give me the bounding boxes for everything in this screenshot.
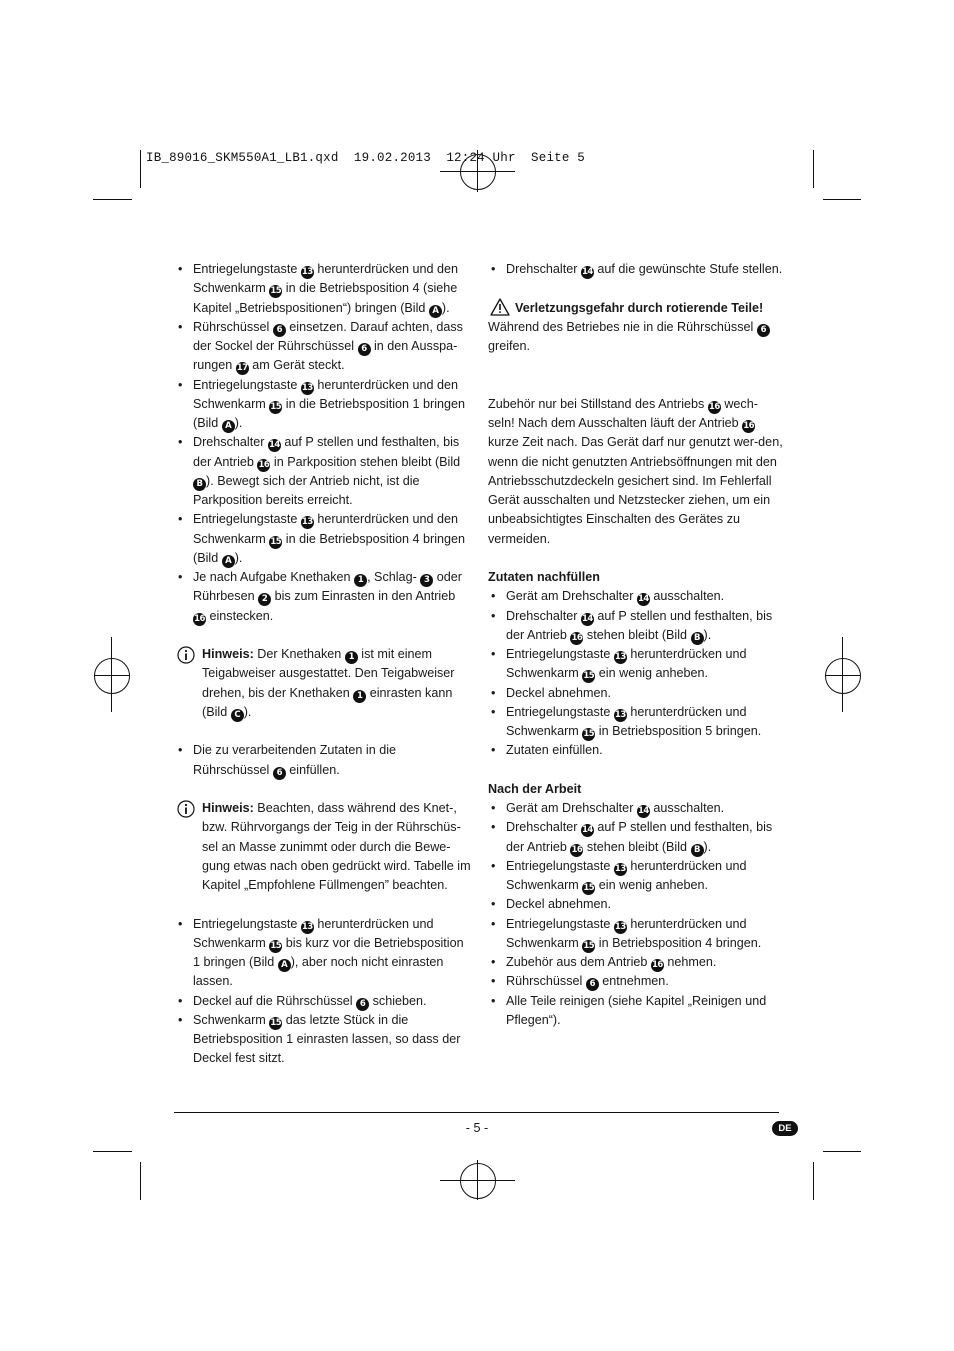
reference-number-badge: 14 [637,594,649,605]
left-column [175,260,471,1069]
reference-number-badge: 16 [571,632,583,643]
reference-number-badge: 16 [194,613,205,624]
reference-number-badge: 16 [708,401,720,412]
reference-number-badge: 15 [583,883,595,893]
warning-title [488,299,784,318]
reference-number-badge: B [193,478,206,491]
crop-mark [823,199,861,200]
reference-number-badge: 14 [637,806,649,816]
reference-number-badge: A [278,959,291,972]
hinweis-note-2 [175,799,471,895]
section-heading-after-work: Nach der Arbeit [488,781,582,796]
list-item: • Entriegelungstaste 13 herunterdrücken und Schwenkarm 15 in Betriebsposition 4 bringen. [488,915,784,954]
crop-mark [93,199,132,200]
note-label: Hinweis: [202,801,254,815]
crop-mark [93,1151,132,1152]
list-item: • Drehschalter 14 auf P stellen und festhalten, bis der Antrieb 16 stehen bleibt (Bild B ). [488,818,784,857]
reference-number-badge: 6 [757,324,770,337]
reference-number-badge: 13 [614,863,626,874]
note-text: Beachten, dass während des Knet-, bzw. Rührvorgangs der Teig in der Rührschüs-sel an Masse zunimmt oder durch die Bewe-gung etwas nach oben gedrückt wird. Tabelle im Kapitel „Empfohlene Füllmengen” beachten. [202,801,471,892]
reference-number-badge: 15 [583,671,595,682]
list-item: • Entriegelungstaste 13 herunterdrücken und Schwenkarm 15 in Betriebsposition 5 bringen. [488,703,784,742]
reference-number-badge: 6 [273,767,286,780]
warning-text: Während des Betriebes nie in die Rührschüssel 6 greifen. [488,318,784,357]
list-item: • Zubehör aus dem Antrieb 16 nehmen. [488,953,784,972]
list-item: • Die zu verarbeitenden Zutaten in die Rührschüssel 6 einfüllen. [175,741,471,780]
reference-number-badge: 17 [236,363,248,374]
safety-paragraph: Zubehör nur bei Stillstand des Antriebs 16 wech-seln! Nach dem Ausschalten läuft der Antrieb 16 kurze Zeit nach. Das Gerät darf nur genutzt wer-den, wenn die nicht genutzten Antriebsöffnungen mit den Antriebsschutzdeckeln gesichert sind. Im Fehlerfall Gerät ausschalten und Netzstecker ziehen, um ein unbeabsichtigtes Einschalten des Gerätes zu vermeiden. [488,396,783,546]
reference-number-badge: 15 [270,401,282,412]
language-badge: DE [772,1121,798,1136]
steps-list-2 [175,741,471,780]
list-item: • Gerät am Drehschalter 14 ausschalten. [488,587,784,606]
list-item: • Zutaten einfüllen. [488,741,784,760]
reference-number-badge: 13 [614,652,626,662]
reference-number-badge: 1 [354,574,367,587]
crop-mark [140,1162,141,1200]
reference-number-badge: 6 [356,998,369,1011]
list-item: • Je nach Aufgabe Knethaken 1 , Schlag- 3 oder Rührbesen 2 bis zum Einrasten in den Antrieb 16 einstecken. [175,568,471,626]
list-item: • Rührschüssel 6 entnehmen. [488,972,784,991]
note-label: Hinweis: [202,647,254,661]
crop-mark [823,1151,861,1152]
reference-number-badge: 16 [258,459,270,470]
info-icon [177,800,195,818]
info-icon [177,646,195,664]
reference-number-badge: 13 [301,267,313,277]
list-item: • Entriegelungstaste 13 herunterdrücken und Schwenkarm 15 ein wenig anheben. [488,645,784,684]
reference-number-badge: C [231,709,244,722]
list-item: • Rührschüssel 6 einsetzen. Darauf achten, dass der Sockel der Rührschüssel 6 in den Ausspa-rungen 17 am Gerät steckt. [175,318,471,376]
refill-steps-list [488,587,784,760]
reference-number-badge: 15 [583,940,595,951]
reference-number-badge: 15 [583,729,595,739]
page-number: - 5 - [465,1121,489,1135]
reference-number-badge: A [429,305,442,318]
reference-number-badge: 16 [743,421,755,431]
reference-number-badge: B [691,632,704,645]
reference-number-badge: 15 [270,1017,282,1028]
list-item: • Drehschalter 14 auf P stellen und festhalten, bis der Antrieb 16 in Parkposition stehen bleibt (Bild B ). Bewegt sich der Antrieb nicht, ist die Parkposition bereits erreicht. [175,433,471,510]
steps-list-1 [175,260,471,626]
footer-rule [174,1112,779,1113]
reference-number-badge: 14 [581,267,593,277]
note-text: Der Knethaken 1 ist mit einem Teigabweiser ausgestattet. Den Teigabweiser drehen, bis der Knethaken 1 einrasten kann (Bild C ). [202,647,455,720]
reference-number-badge: 14 [581,613,593,624]
reference-number-badge: 3 [420,574,433,587]
reference-number-badge: 16 [652,960,663,970]
reference-number-badge: 15 [270,286,282,297]
reference-number-badge: 14 [268,440,280,451]
crop-mark [140,150,141,188]
reference-number-badge: A [222,555,235,568]
list-item: • Entriegelungstaste 13 herunterdrücken und den Schwenkarm 15 in die Betriebsposition 4 (siehe Kapitel „Betriebspositionen“) bringen (Bild A ). [175,260,471,318]
list-item: • Alle Teile reinigen (siehe Kapitel „Reinigen und Pflegen“). [488,992,784,1031]
reference-number-badge: 14 [581,825,593,836]
after-work-steps-list [488,799,784,1030]
reference-number-badge: 13 [614,709,626,720]
reference-number-badge: 13 [301,921,313,932]
crop-mark [813,1162,814,1200]
list-item: • Deckel auf die Rührschüssel 6 schieben. [175,992,471,1011]
steps-list-right [488,260,784,279]
list-item: • Entriegelungstaste 13 herunterdrücken und den Schwenkarm 15 in die Betriebsposition 1 bringen (Bild A ). [175,376,471,434]
reference-number-badge: 1 [353,690,366,703]
right-column [488,260,784,1030]
reference-number-badge: 15 [270,536,282,547]
warning-triangle-icon [490,298,510,316]
reference-number-badge: 13 [301,517,313,528]
list-item: • Entriegelungstaste 13 herunterdrücken und den Schwenkarm 15 in die Betriebsposition 4 bringen (Bild A ). [175,510,471,568]
list-item: • Entriegelungstaste 13 herunterdrücken und Schwenkarm 15 ein wenig anheben. [488,857,784,896]
list-item: • Deckel abnehmen. [488,895,784,914]
steps-list-3 [175,915,471,1069]
reference-number-badge: B [691,844,704,857]
list-item: • Schwenkarm 15 das letzte Stück in die Betriebsposition 1 einrasten lassen, so dass der Deckel fest sitzt. [175,1011,471,1069]
reference-number-badge: 6 [358,343,371,356]
section-heading-refill: Zutaten nachfüllen [488,570,600,584]
reference-number-badge: 16 [571,844,583,855]
reference-number-badge: 6 [273,324,286,337]
crop-mark [813,150,814,188]
reference-number-badge: 1 [345,651,358,664]
reference-number-badge: 6 [586,978,599,991]
reference-number-badge: 13 [301,382,313,393]
list-item: • Deckel abnehmen. [488,684,784,703]
list-item: • Entriegelungstaste 13 herunterdrücken und Schwenkarm 15 bis kurz vor die Betriebsposition 1 bringen (Bild A ), aber noch nicht einrasten lassen. [175,915,471,992]
list-item: • Gerät am Drehschalter 14 ausschalten. [488,799,784,818]
reference-number-badge: 13 [614,921,626,932]
reference-number-badge: 15 [270,940,282,951]
hinweis-note-1 [175,645,471,722]
reference-number-badge: 2 [258,593,271,606]
list-item: • Drehschalter 14 auf P stellen und festhalten, bis der Antrieb 16 stehen bleibt (Bild B ). [488,607,784,646]
file-slug: IB_89016_SKM550A1_LB1.qxd 19.02.2013 12:24 Uhr Seite 5 [146,151,585,165]
warning-title-text: Verletzungsgefahr durch rotierende Teile! [515,300,764,315]
list-item: • Drehschalter 14 auf die gewünschte Stufe stellen. [488,260,784,279]
reference-number-badge: A [222,420,235,433]
